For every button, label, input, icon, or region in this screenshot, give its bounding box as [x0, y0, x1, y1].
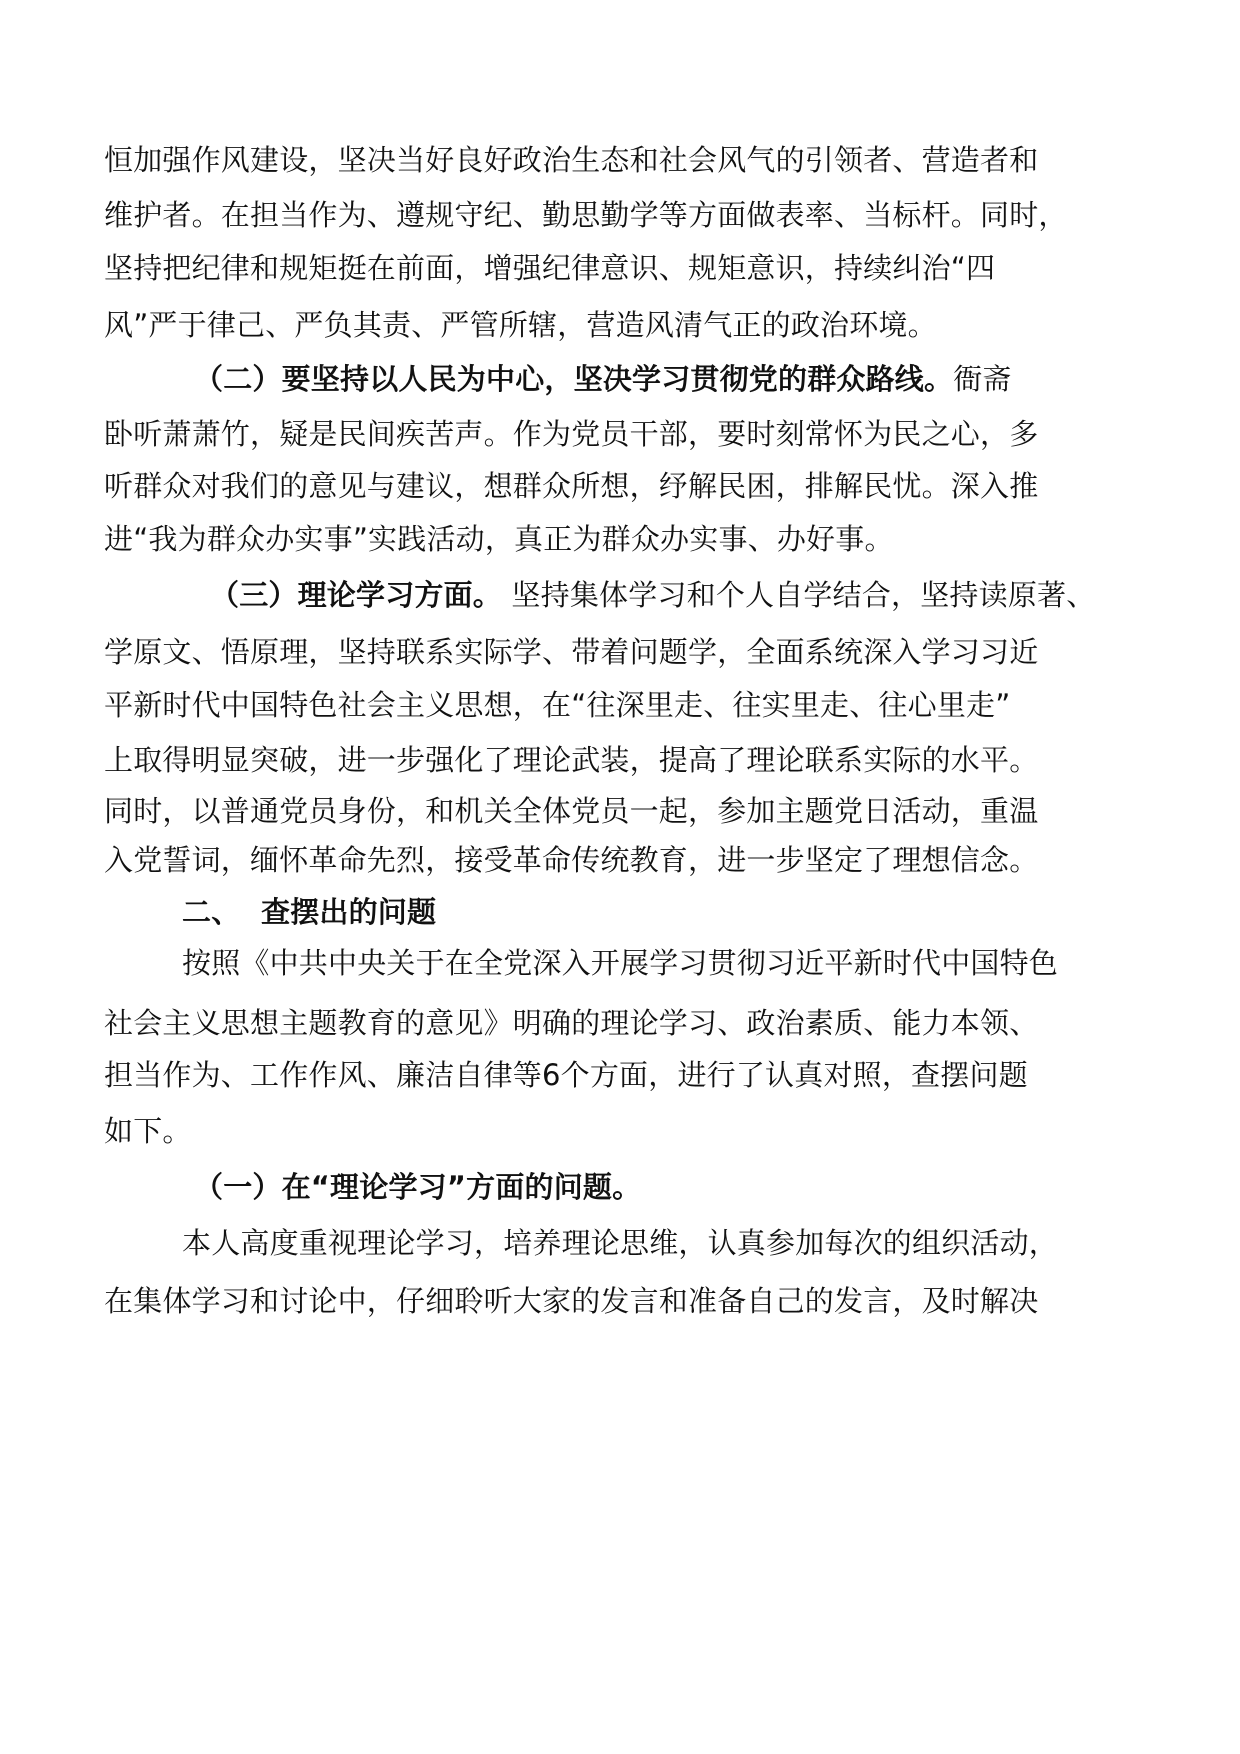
body-line: 卧听萧萧竹，疑是民间疾苦声。作为党员干部，要时刻常怀为民之心，多: [104, 417, 1039, 451]
section-heading-bold: （三）理论学习方面。: [210, 578, 503, 612]
body-line: 平新时代中国特色社会主义思想，在“往深里走、往实里走、往心里走”: [104, 688, 1011, 722]
body-line: 听群众对我们的意见与建议，想群众所想，纾解民困，排解民忧。深入推: [104, 469, 1039, 503]
body-line: 恒加强作风建设，坚决当好良好政治生态和社会风气的引领者、营造者和: [104, 143, 1039, 177]
body-line: 同时，以普通党员身份，和机关全体党员一起，参加主题党日活动，重温: [104, 794, 1039, 828]
section-heading-text: 衙斋: [953, 362, 1012, 396]
body-line: 社会主义思想主题教育的意见》明确的理论学习、政治素质、能力本领、: [104, 1006, 1039, 1040]
section-heading-bold: （二）要坚持以人民为中心，坚决学习贯彻党的群众路线。: [194, 362, 954, 396]
section-heading-text: 坚持集体学习和个人自学结合，坚持读原著、: [502, 578, 1096, 612]
body-line: 坚持把纪律和规矩挺在前面，增强纪律意识、规矩意识，持续纠治“四: [104, 251, 996, 285]
section-heading-3: [210, 573, 1095, 617]
body-line: 担当作为、工作作风、廉洁自律等6个方面，进行了认真对照，查摆问题: [104, 1058, 1028, 1092]
sub-heading-1: （一）在“理论学习”方面的问题。: [194, 1170, 642, 1204]
body-line-indented: 按照《中共中央关于在全党深入开展学习贯彻习近平新时代中国特色: [182, 946, 1059, 980]
body-line: 进“我为群众办实事”实践活动，真正为群众办实事、办好事。: [104, 522, 894, 556]
body-line: 上取得明显突破，进一步强化了理论武装，提高了理论联系实际的水平。: [104, 743, 1039, 777]
body-line: 如下。: [104, 1114, 192, 1148]
body-line: 学原文、悟原理，坚持联系实际学、带着问题学，全面系统深入学习习近: [104, 635, 1039, 669]
section-heading-2: [194, 357, 1012, 401]
body-line-indented: 本人高度重视理论学习，培养理论思维，认真参加每次的组织活动，: [182, 1226, 1059, 1260]
body-line: 入党誓词，缅怀革命先烈，接受革命传统教育，进一步坚定了理想信念。: [104, 843, 1039, 877]
body-line: 维护者。在担当作为、遵规守纪、勤思勤学等方面做表率、当标杆。同时，: [104, 198, 1068, 232]
body-line: 在集体学习和讨论中，仔细聆听大家的发言和准备自己的发言，及时解决: [104, 1284, 1039, 1318]
body-line: 风”严于律己、严负其责、严管所辖，营造风清气正的政治环境。: [104, 308, 937, 342]
chapter-heading: 二、 查摆出的问题: [182, 895, 437, 929]
